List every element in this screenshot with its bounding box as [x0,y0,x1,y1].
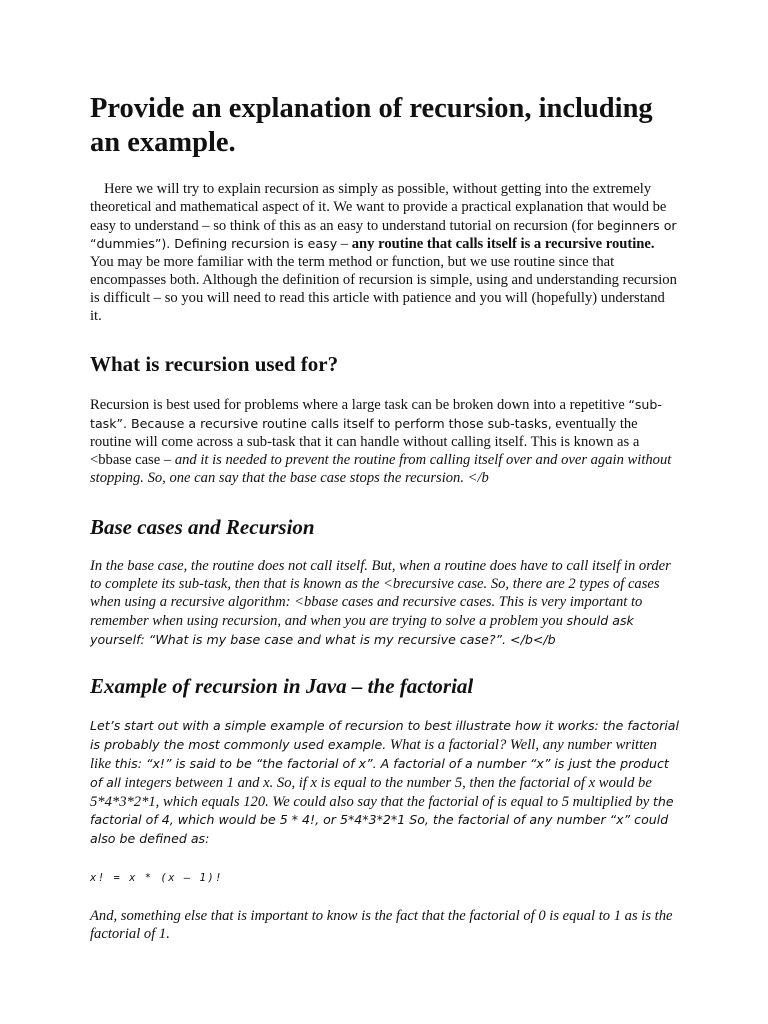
base-paragraph [90,558,680,649]
intro-text-2: beginners or “dummies”). Defining recursion is easy [90,217,677,252]
base-text-1: In the base case, the routine does not call itself. But, when a routine does have to call itself in order to complete its sub-task, then that is known as the <brecursive case. So, there are 2 types of cases when using a recursive algorithm: <bbase cases and recursive cases. This is very important to remember when using recursion, and when you are trying to solve a problem you [90,558,671,629]
intro-definition-bold: any routine that calls itself is a recursive routine. [351,236,655,253]
page-title: Provide an explanation of recursion, including an example. [90,93,653,158]
heading-example-factorial: Example of recursion in Java – the factorial [90,674,474,699]
document-page [90,92,680,943]
example-text-4: integers between 1 and x. So, if x is equal to the number 5, then the factorial of x would be 5*4*3*2*1, which equals 120. We could also say that the factorial of is equal to 5 multiplied by [90,774,653,810]
heading-base-cases: Base cases and Recursion [90,515,315,540]
used-text-italic: – and it is needed to prevent the routine from calling itself over and over again without stopping. So, one can say that the base case stops the recursion. </b [90,451,672,486]
intro-paragraph [90,181,680,325]
heading-recursion-used-for: What is recursion used for? [90,352,339,377]
example-text-5: the factorial of 4, which would be 5 * 4!, or 5*4*3*2*1 So, the factorial of any number “x” could also be defined as: [90,793,674,847]
intro-text-4: You may be more familiar with the term method or function, but we use routine since that encompasses both. Although the definition of recursion is simple, using and understanding recursion is difficult – so you will need to read this article with patience and you will (hopefully) understand it. [90,254,677,324]
example-text-3: this: “x!” is said to be “the factorial of x”. A factorial of a number “x” is just the product of all [90,755,669,790]
used-paragraph [90,396,680,487]
example-paragraph [90,717,680,849]
factorial-formula [90,869,680,888]
intro-text-3: – [337,236,352,253]
used-text-2: “sub-task”. Because a recursive routine calls itself to perform those sub-tasks, [90,397,662,432]
example-text-1: Let’s start out with a simple example of recursion to best illustrate how it works: the factorial is probably the most commonly used example. [90,718,680,753]
intro-text-1: Here we will try to explain recursion as simply as possible, without getting into the extremely theoretical and mathematical aspect of it. We want to provide a practical explanation that would be easy to understand – so think of this as an easy to understand tutorial on recursion (for [90,181,667,234]
closing-paragraph: And, something else that is important to know is the fact that the factorial of 0 is equal to 1 as is the factorial of 1. [90,907,673,942]
formula-code: x! = x * (x – 1)! [90,871,223,884]
used-text-1: Recursion is best used for problems where a large task can be broken down into a repetitive [90,397,629,414]
example-text-2: What is a factorial? Well, any number written like [90,737,657,772]
base-text-2: should ask yourself: “What is my base case and what is my recursive case?”. </b</b [90,612,634,647]
used-text-3: eventually the routine will come across a sub-task that it can handle without calling itself. This is known as a <bbase case [90,416,640,468]
